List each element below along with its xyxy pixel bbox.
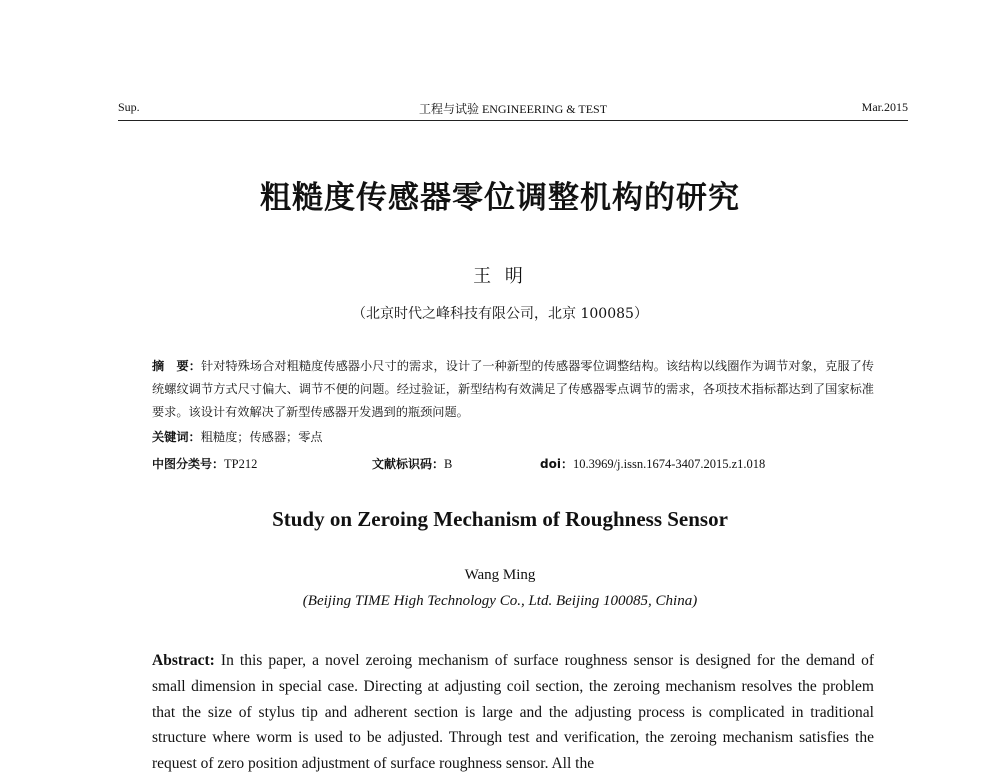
classification-row xyxy=(152,455,874,473)
header-supplement: Sup. xyxy=(118,100,140,114)
chinese-keywords-label: 关键词： xyxy=(152,430,201,444)
chinese-keywords-text: 粗糙度；传感器；零点 xyxy=(200,430,323,444)
doi xyxy=(540,455,765,472)
doi-value: 10.3969/j.issn.1674-3407.2015.z1.018 xyxy=(572,457,766,471)
chinese-title: 粗糙度传感器零位调整机构的研究 xyxy=(260,180,740,216)
english-title: Study on Zeroing Mechanism of Roughness Sensor xyxy=(272,507,728,531)
english-abstract-label: Abstract: xyxy=(152,652,215,669)
chinese-keywords xyxy=(152,428,323,445)
document-code-value: B xyxy=(444,457,453,471)
header-date: Mar.2015 xyxy=(861,100,908,114)
chinese-affiliation: （北京时代之峰科技有限公司，北京 100085） xyxy=(352,306,648,322)
english-abstract xyxy=(152,648,874,777)
running-header xyxy=(118,98,908,121)
chinese-abstract-label: 摘 要： xyxy=(152,359,201,373)
header-journal-name: 工程与试验 ENGINEERING & TEST xyxy=(418,102,608,116)
document-code xyxy=(372,455,452,472)
english-author: Wang Ming xyxy=(464,567,536,583)
english-affiliation: (Beijing TIME High Technology Co., Ltd. Beijing 100085, China) xyxy=(302,593,698,609)
english-abstract-text: In this paper, a novel zeroing mechanism of surface roughness sensor is designed for the demand of small dimension in special case. Directing at adjusting coil section, the zeroing mechanism resolves the problem that the size of stylus tip and adherent section is large and the adjusting process is complicated in traditional structure where worm is used to be adjusted. Through test and verification, the zeroing mechanism satisfies the request of zero position adjustment of surface roughness sensor. All the xyxy=(152,652,875,773)
chinese-abstract-text: 针对特殊场合对粗糙度传感器小尺寸的需求，设计了一种新型的传感器零位调整结构。该结构以线圈作为调节对象，克服了传统螺纹调节方式尺寸偏大、调节不便的问题。经过验证，新型结构有效满足了传感器零点调节的需求，各项技术指标都达到了国家标准要求。该设计有效解决了新型传感器开发遇到的瓶颈问题。 xyxy=(152,359,874,419)
document-code-label: 文献标识码： xyxy=(372,457,445,471)
clc-number xyxy=(152,455,257,472)
clc-label: 中图分类号： xyxy=(152,457,225,471)
chinese-abstract xyxy=(152,355,874,424)
doi-label: doi： xyxy=(540,457,573,471)
clc-value: TP212 xyxy=(224,457,258,471)
chinese-author: 王 明 xyxy=(473,266,527,287)
